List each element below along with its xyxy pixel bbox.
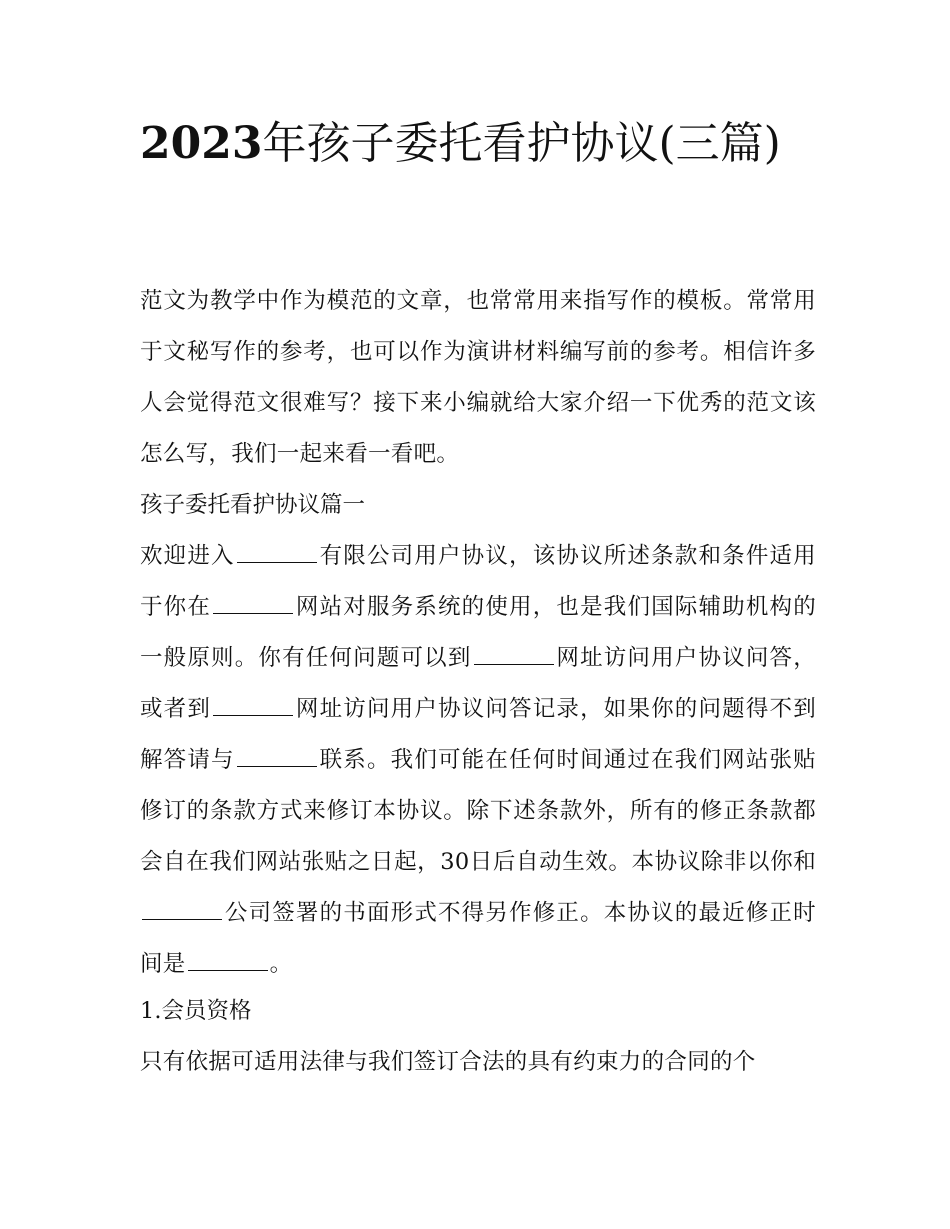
blank-line	[188, 969, 268, 971]
agreement-text-2: 有限公司用户协议，该协议所述条款和条件适用于你在	[140, 543, 816, 620]
blank-line	[474, 663, 554, 665]
title-year: 2023	[140, 118, 263, 169]
intro-paragraph: 范文为教学中作为模范的文章，也常常用来指写作的模板。常常用于文秘写作的参考，也可以作为演讲材料编写前的参考。相信许多人会觉得范文很难写？接下来小编就给大家介绍一下优秀的范文该怎么写，我们一起来看一看吧。	[140, 288, 816, 467]
section-heading: 孩子委托看护协议篇一	[140, 492, 366, 518]
agreement-text-6: 联系。我们可能在任何时间通过在我们网站张贴修订的条款方式来修订本协议。除下述条款外，所有的修正条款都会自在我们网站张贴之日起，30日后自动生效。本协议除非以你和	[140, 747, 816, 875]
agreement-text-5: 网址访问用户协议问答记录，如果你的问题得不到解答请与	[140, 696, 816, 773]
blank-line	[142, 918, 222, 920]
title-text: 年孩子委托看护协议(三篇)	[262, 118, 781, 169]
agreement-paragraph	[140, 531, 816, 990]
agreement-text-7: 公司签署的书面形式不得另作修正。本协议的最近修正时间是	[140, 900, 816, 977]
membership-paragraph: 只有依据可适用法律与我们签订合法的具有约束力的合同的个	[140, 1049, 756, 1075]
document-title	[140, 112, 816, 176]
blank-line	[237, 765, 317, 767]
blank-line	[213, 612, 293, 614]
agreement-text-8: 。	[269, 951, 293, 977]
blank-line	[237, 561, 317, 563]
agreement-text-4: 网址访问用户协议问答，或者到	[140, 645, 816, 722]
agreement-text-1: 欢迎进入	[140, 543, 235, 569]
blank-line	[213, 714, 293, 716]
agreement-text-3: 网站对服务系统的使用，也是我们国际辅助机构的一般原则。你有任何问题可以到	[140, 594, 816, 671]
membership-heading: 1.会员资格	[140, 998, 252, 1024]
